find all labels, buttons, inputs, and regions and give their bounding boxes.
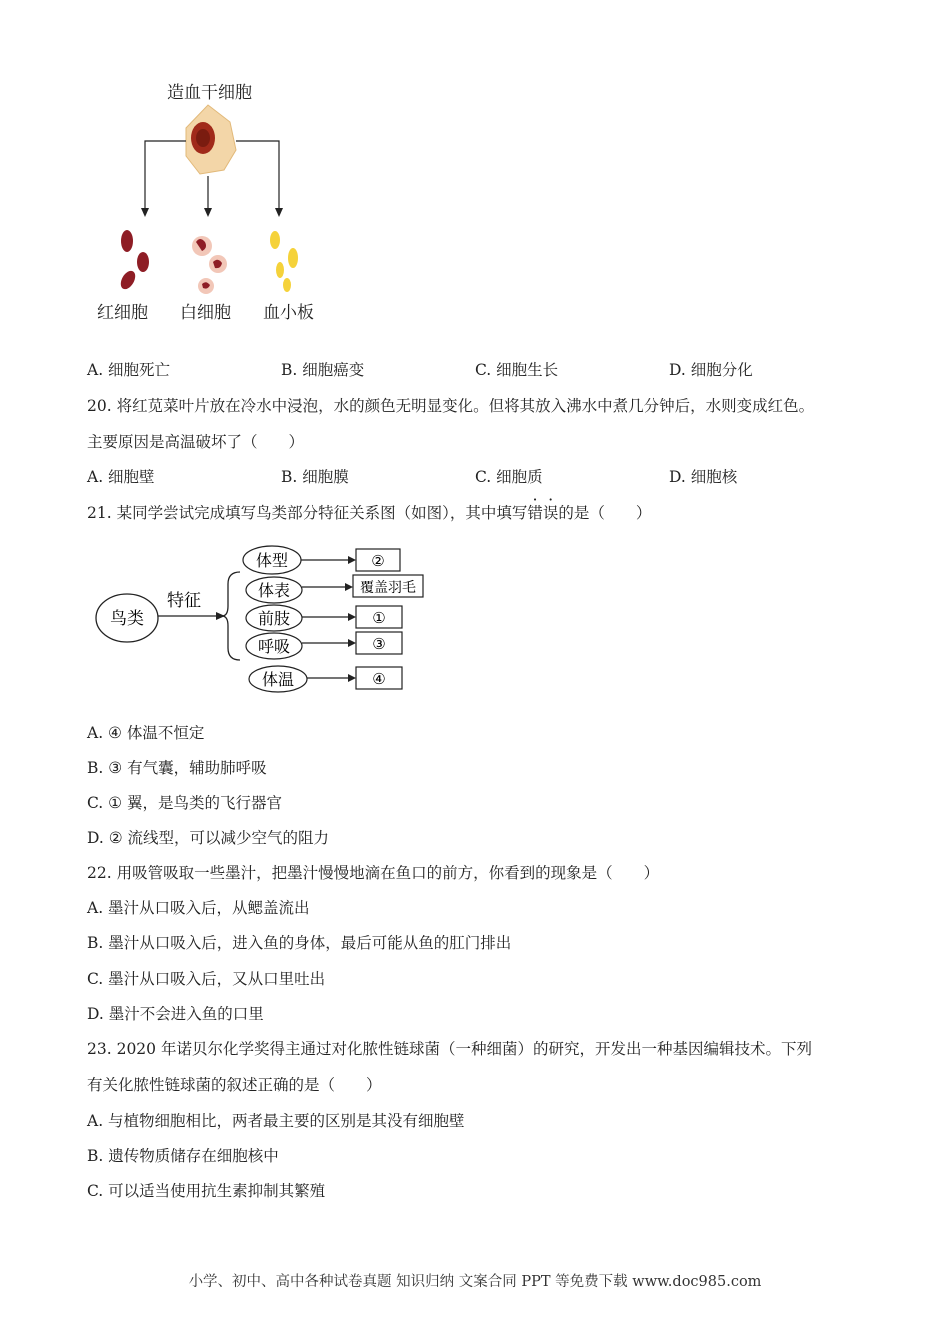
q22-stem: 22. 用吸管吸取一些墨汁，把墨汁慢慢地滴在鱼口的前方，你看到的现象是（ ） [87,864,660,882]
item-value-1: ② [371,552,385,570]
q23-option-b: B. 遗传物质储存在细胞核中 [87,1147,279,1165]
q21-stem-before: 21. 某同学尝试完成填写鸟类部分特征关系图（如图），其中填写 [87,504,528,522]
white-cell-label: 白细胞 [180,303,231,323]
item-value-4: ③ [372,635,386,653]
q23-stem-line1: 23. 2020 年诺贝尔化学奖得主通过对化脓性链球菌（一种细菌）的研究，开发出一种基因编辑技术。下列 [87,1040,812,1058]
item-name-4: 呼吸 [257,637,291,656]
q21-option-d: D. ② 流线型，可以减少空气的阻力 [87,829,330,847]
q19-option-a: A. 细胞死亡 [87,361,171,379]
q22-option-c: C. 墨汁从口吸入后，又从口里吐出 [87,970,326,988]
red-cell [121,230,133,252]
platelet [270,231,280,249]
item-value-2: 覆盖羽毛 [360,580,416,596]
q19-option-c: C. 细胞生长 [475,361,559,379]
q20-option-b: B. 细胞膜 [281,468,349,486]
item-name-3: 前肢 [257,609,291,628]
q21-option-a: A. ④ 体温不恒定 [87,724,205,742]
arrow-label: 特征 [167,591,201,611]
page-footer: 小学、初中、高中各种试卷真题 知识归纳 文案合同 PPT 等免费下载 www.doc985.com [188,1274,762,1290]
q23-option-c: C. 可以适当使用抗生素抑制其繁殖 [87,1182,326,1200]
blood-cell-figure [90,100,330,300]
q20-option-a: A. 细胞壁 [87,468,155,486]
q22-option-d: D. 墨汁不会进入鱼的口里 [87,1005,264,1023]
q22-option-a: A. 墨汁从口吸入后，从鳃盖流出 [87,899,310,917]
q21-option-c: C. ① 翼，是鸟类的飞行器官 [87,794,282,812]
q21-option-b: B. ③ 有气囊，辅助肺呼吸 [87,759,267,777]
q19-option-b: B. 细胞癌变 [281,361,365,379]
root-label: 鸟类 [110,609,144,629]
stem-cell-label: 造血干细胞 [167,83,252,103]
q23-option-a: A. 与植物细胞相比，两者最主要的区别是其没有细胞壁 [87,1112,465,1130]
red-cell-label: 红细胞 [97,303,148,323]
q20-option-d: D. 细胞核 [669,468,738,486]
q21-stem [87,503,651,523]
q21-emphasis-1: 错 [527,504,543,522]
q20-option-c: C. 细胞质 [475,468,543,486]
item-name-1: 体型 [255,551,289,570]
item-value-3: ① [372,609,386,627]
q21-emphasis-2: 误 [542,504,559,522]
q22-option-b: B. 墨汁从口吸入后，进入鱼的身体，最后可能从鱼的肛门排出 [87,934,512,952]
q21-stem-after: 的是（ ） [558,504,652,522]
item-value-5: ④ [372,670,386,688]
item-name-2: 体表 [257,581,291,600]
q20-stem-line1: 20. 将红苋菜叶片放在冷水中浸泡，水的颜色无明显变化。但将其放入沸水中煮几分钟后，水则变成红色。 [87,397,815,415]
q20-stem-line2: 主要原因是高温破坏了（ ） [87,433,305,451]
q23-stem-line2: 有关化脓性链球菌的叙述正确的是（ ） [87,1076,382,1094]
platelet-label: 血小板 [263,303,314,323]
bird-feature-diagram [92,540,432,700]
q19-option-d: D. 细胞分化 [669,361,753,379]
item-name-5: 体温 [261,670,295,689]
